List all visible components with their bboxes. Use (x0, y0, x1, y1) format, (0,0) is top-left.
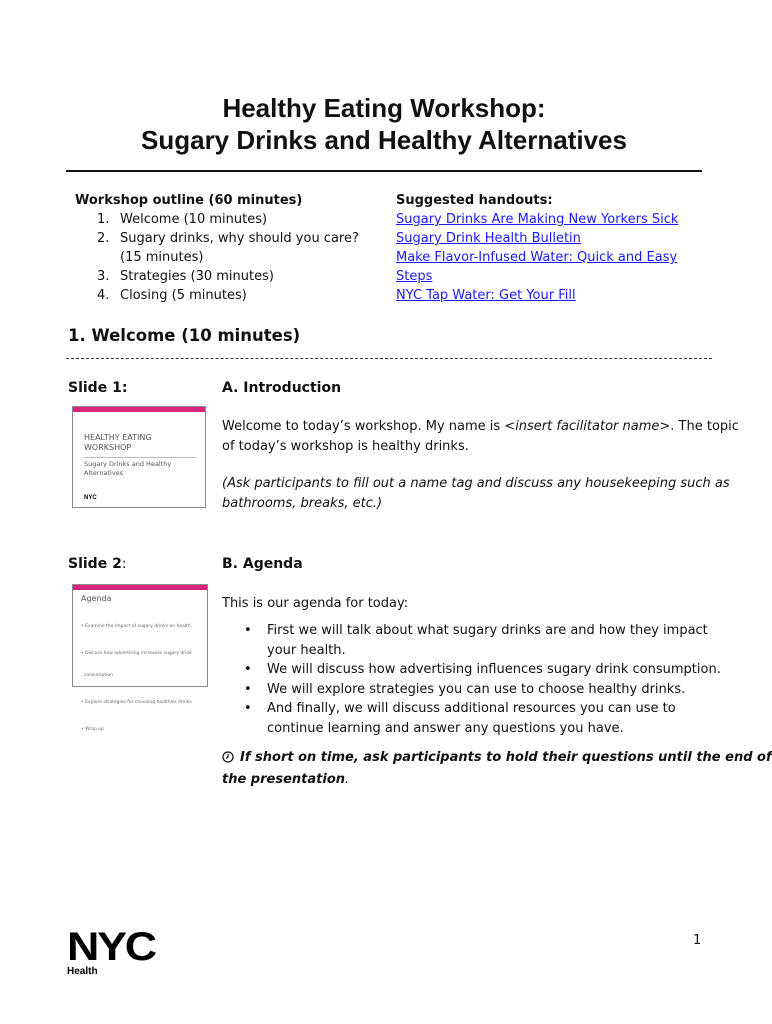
section-divider (66, 358, 712, 359)
handout-link-sugary-drinks-sick[interactable]: Sugary Drinks Are Making New Yorkers Sick (396, 212, 679, 227)
outline-item: 4. Closing (5 minutes) (97, 288, 247, 303)
title-line-2: Sugary Drinks and Healthy Alternatives (141, 125, 627, 155)
slide-accent-bar (73, 407, 205, 412)
agenda-heading: B. Agenda (222, 556, 303, 572)
slide-2-thumbnail (72, 584, 208, 732)
handout-link-flavor-infused-water[interactable]: Make Flavor-Infused Water: Quick and Easy (396, 250, 678, 265)
outline-item: 3. Strategies (30 minutes) (97, 269, 274, 284)
outline-item: (15 minutes) (120, 250, 204, 265)
agenda-list (222, 621, 722, 738)
slide-2-thumb-title: Agenda (81, 594, 112, 603)
outline-list (97, 210, 359, 305)
logo-wordmark: NYC (67, 925, 155, 969)
logo-subtext: Health (67, 966, 98, 977)
outline-item: 2. Sugary drinks, why should you care? (97, 231, 359, 246)
handouts-list (396, 210, 678, 305)
section-heading-welcome: 1. Welcome (10 minutes) (68, 326, 301, 345)
handout-link-tap-water[interactable]: NYC Tap Water: Get Your Fill (396, 288, 576, 303)
list-item: • We will explore strategies you can use to choose healthy drinks. (222, 680, 722, 700)
outline-heading: Workshop outline (60 minutes) (75, 193, 303, 208)
page-number: 1 (693, 933, 702, 948)
nyc-health-logo (67, 925, 155, 978)
document-title (0, 92, 768, 156)
slide-accent-bar (73, 585, 207, 590)
list-item: • First we will talk about what sugary drinks are and how they impact your health. (222, 621, 722, 660)
list-item: • We will discuss how advertising influences sugary drink consumption. (222, 660, 722, 680)
outline-item: 1. Welcome (10 minutes) (97, 212, 268, 227)
slide-1-thumb-subtitle: Sugary Drinks and Healthy Alternatives (84, 460, 172, 477)
slide-2-thumb-items: • Examine the impact of sugary drinks on health • Discuss how advertising increases sugary drink consumption • Explore strategies for choosing healthier drinks • Wrap up (81, 624, 192, 732)
slide-1-thumbnail (72, 406, 206, 508)
handout-link-health-bulletin[interactable]: Sugary Drink Health Bulletin (396, 231, 581, 246)
time-note: If short on time, ask participants to hold their questions until the end of the presentation. (222, 750, 772, 787)
handout-link-flavor-infused-water-cont[interactable]: Steps (396, 269, 433, 284)
handouts-heading: Suggested handouts: (396, 193, 553, 208)
slide-2-label: Slide 2: (68, 556, 127, 572)
title-rule (66, 170, 702, 172)
slide-1-label: Slide 1: (68, 380, 128, 396)
introduction-paragraph: Welcome to today’s workshop. My name is <insert facilitator name>. The topic of today’s workshop is healthy drinks. (222, 419, 739, 454)
introduction-instructions: (Ask participants to fill out a name tag and discuss any housekeeping such as bathrooms, breaks, etc.) (222, 476, 730, 511)
slide-1-thumb-title: HEALTHY EATING WORKSHOP (84, 433, 152, 452)
clock-icon (222, 750, 234, 770)
slide-1-thumb-logo: NYC (84, 495, 97, 501)
slide-1-thumb-rule (84, 457, 196, 458)
title-line-1: Healthy Eating Workshop: (222, 93, 546, 123)
introduction-heading: A. Introduction (222, 380, 342, 396)
list-item: • And finally, we will discuss additional resources you can use to continue learning and answer any questions you have. (222, 699, 722, 738)
agenda-intro: This is our agenda for today: (222, 596, 409, 611)
